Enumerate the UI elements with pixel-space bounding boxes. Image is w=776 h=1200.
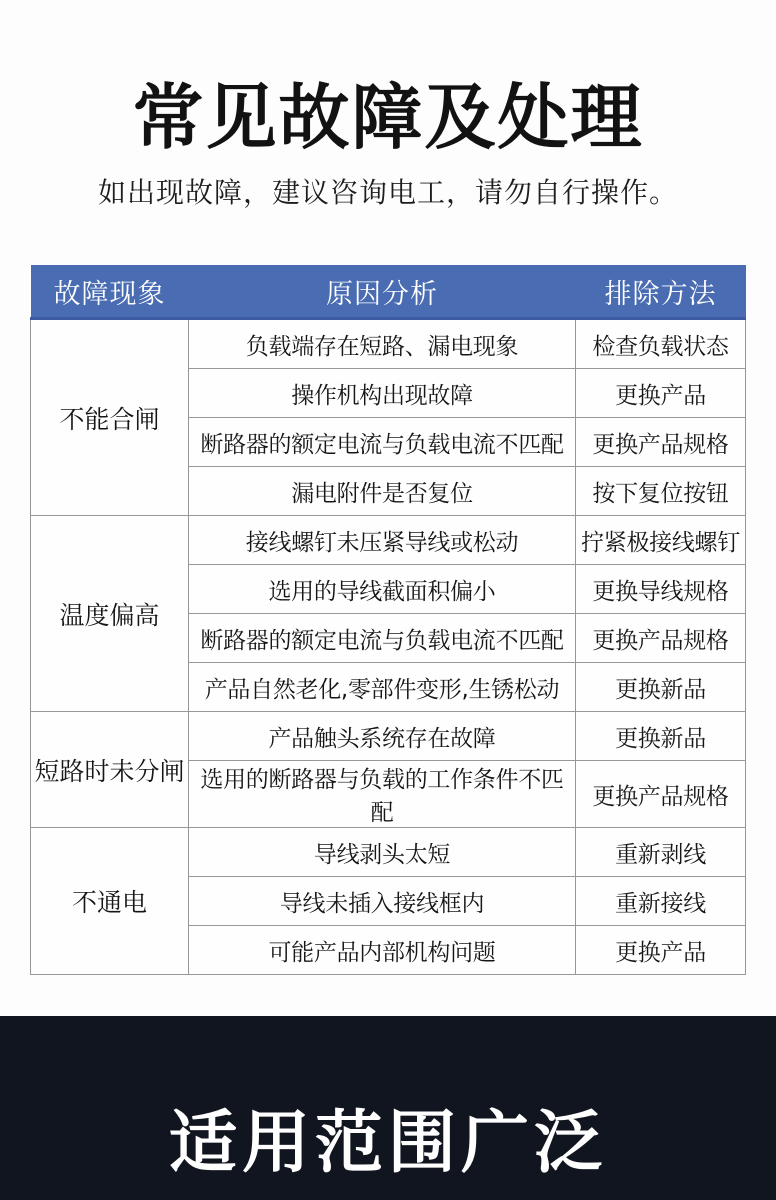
table-row: [31, 319, 746, 369]
solution-cell: 拧紧极接线螺钉: [576, 516, 746, 565]
cause-cell: 接线螺钉未压紧导线或松动: [189, 516, 576, 565]
solution-cell: 更换产品规格: [576, 614, 746, 663]
cause-cell: 操作机构出现故障: [189, 369, 576, 418]
table-row: [31, 516, 746, 565]
cause-cell: 可能产品内部机构问题: [189, 926, 576, 975]
solution-cell: 按下复位按钮: [576, 467, 746, 516]
solution-cell: 更换导线规格: [576, 565, 746, 614]
table-row: [31, 712, 746, 761]
cause-cell: 断路器的额定电流与负载电流不匹配: [189, 418, 576, 467]
hero-section: [0, 0, 776, 211]
solution-cell: 更换新品: [576, 712, 746, 761]
fault-table: [30, 265, 746, 975]
solution-cell: 重新剥线: [576, 828, 746, 877]
table-row: [31, 828, 746, 877]
footer-heading: 适用范围广泛: [168, 1104, 607, 1183]
solution-cell: 更换产品: [576, 926, 746, 975]
cause-cell: 选用的断路器与负载的工作条件不匹配: [189, 761, 576, 828]
phenomenon-cell-no-trip-on-short: 短路时未分闸: [31, 712, 189, 828]
cause-cell: 导线未插入接线框内: [189, 877, 576, 926]
column-header-phenomenon: 故障现象: [31, 265, 189, 319]
column-header-solution: 排除方法: [576, 265, 746, 319]
cause-cell: 断路器的额定电流与负载电流不匹配: [189, 614, 576, 663]
solution-cell: 更换产品规格: [576, 418, 746, 467]
page-subtitle: 如出现故障，建议咨询电工，请勿自行操作。: [97, 176, 678, 210]
phenomenon-cell-high-temperature: 温度偏高: [31, 516, 189, 712]
cause-cell: 产品自然老化,零部件变形,生锈松动: [189, 663, 576, 712]
phenomenon-cell-cannot-close: 不能合闸: [31, 319, 189, 516]
solution-cell: 重新接线: [576, 877, 746, 926]
column-header-cause: 原因分析: [189, 265, 576, 319]
cause-cell: 负载端存在短路、漏电现象: [189, 319, 576, 369]
solution-cell: 更换产品: [576, 369, 746, 418]
solution-cell: 更换新品: [576, 663, 746, 712]
page-title: 常见故障及处理: [132, 76, 644, 159]
table-header-row: [31, 265, 746, 319]
solution-cell: 更换产品规格: [576, 761, 746, 828]
footer-banner: [0, 1016, 776, 1200]
cause-cell: 选用的导线截面积偏小: [189, 565, 576, 614]
cause-cell: 产品触头系统存在故障: [189, 712, 576, 761]
solution-cell: 检查负载状态: [576, 319, 746, 369]
cause-cell: 导线剥头太短: [189, 828, 576, 877]
phenomenon-cell-no-power: 不通电: [31, 828, 189, 975]
cause-cell: 漏电附件是否复位: [189, 467, 576, 516]
